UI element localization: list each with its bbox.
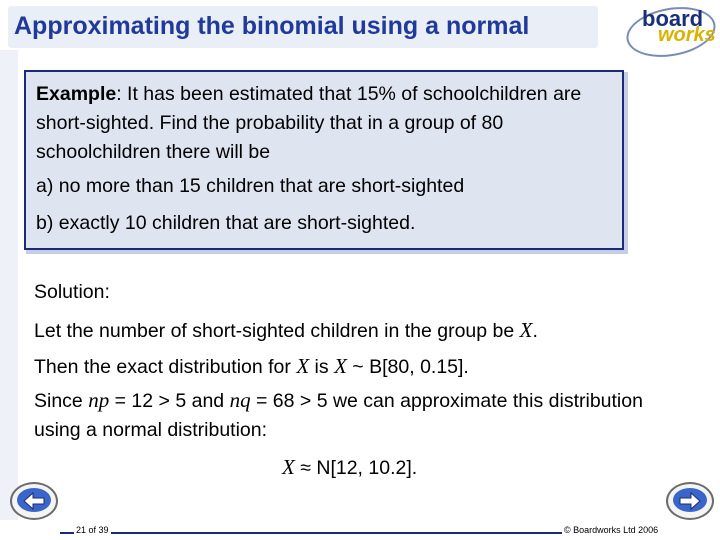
boardworks-logo — [624, 2, 716, 60]
line2-variable-1: X — [296, 354, 310, 378]
example-body: : It has been estimated that 15% of schoolchildren are short-sighted. Find the probability that in a group of 80 schoolchildren there will be — [36, 83, 582, 163]
copyright: © Boardworks Ltd 2006 — [564, 525, 659, 535]
solution-label: Solution — [34, 281, 105, 303]
solution-line-1 — [34, 318, 538, 343]
slide-title: Approximating the binomial using a normal — [14, 12, 530, 40]
page-number: 21 of 39 — [76, 525, 109, 535]
arrow-right-icon — [678, 492, 702, 510]
line2-mid: is — [309, 356, 335, 378]
example-item-b: b) exactly 10 children that are short-sighted. — [36, 212, 416, 234]
example-text — [36, 80, 616, 167]
example-box — [24, 70, 624, 250]
logo-word-board: board — [642, 6, 704, 31]
line3-nq: nq — [229, 388, 251, 412]
line2-text: Then the exact distribution for — [34, 356, 297, 378]
line1-text: Let the number of short-sighted children in the group be — [34, 320, 520, 342]
left-rail — [0, 50, 18, 520]
line3-mid: = 12 > 5 and — [109, 390, 230, 412]
line4-variable: X — [282, 455, 295, 479]
line2-end: ~ B[80, 0.15]. — [346, 356, 469, 378]
solution-line-2 — [34, 354, 469, 379]
line3-end: = 68 > 5 we can approximate this distribution using a normal distribution: — [34, 390, 643, 441]
solution-colon: : — [104, 281, 110, 303]
back-button[interactable] — [10, 482, 58, 520]
line1-end: . — [532, 320, 538, 342]
example-label: Example — [36, 83, 117, 105]
arrow-left-icon — [22, 492, 46, 510]
example-item-a: a) no more than 15 children that are short-sighted — [36, 175, 465, 197]
solution-heading — [34, 281, 110, 304]
logo-word-works: works — [658, 24, 716, 46]
line3-text: Since — [34, 390, 89, 412]
line2-variable-2: X — [334, 354, 347, 378]
solution-line-3 — [34, 386, 674, 445]
line1-variable: X — [519, 318, 533, 342]
line4-text: ≈ N[12, 10.2]. — [294, 457, 418, 479]
line3-np: np — [88, 388, 110, 412]
forward-button[interactable] — [666, 482, 714, 520]
solution-line-4 — [282, 455, 417, 480]
